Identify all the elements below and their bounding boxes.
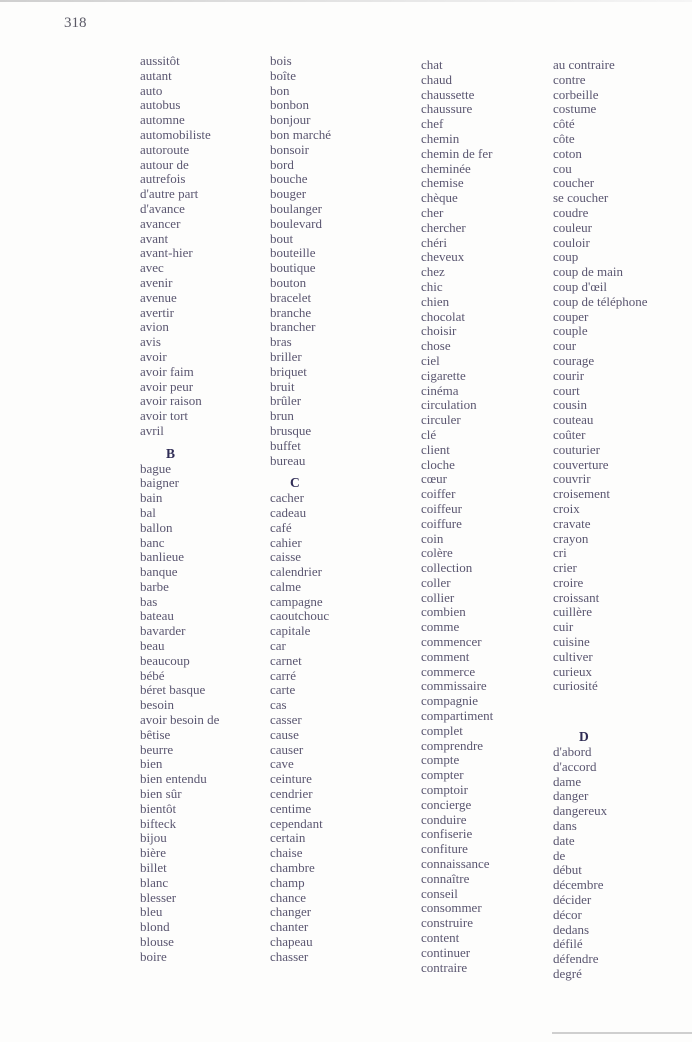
word-entry: avril	[140, 422, 164, 438]
word-entry: comptoir	[421, 782, 468, 798]
word-entry: chambre	[270, 860, 315, 876]
word-entry: avertir	[140, 304, 174, 320]
word-entry: content	[421, 930, 460, 946]
word-entry: chic	[421, 278, 443, 294]
word-entry: carré	[270, 667, 296, 683]
word-entry: courir	[553, 367, 585, 383]
word-entry: autobus	[140, 97, 181, 113]
word-entry: avoir raison	[140, 393, 202, 409]
word-entry: construire	[421, 915, 473, 931]
word-entry: ceinture	[270, 771, 312, 787]
word-entry: bon marché	[270, 126, 332, 142]
word-entry: caoutchouc	[270, 608, 330, 624]
word-entry: conduire	[421, 811, 467, 827]
word-entry: décider	[553, 892, 592, 908]
word-entry: bonbon	[270, 97, 309, 113]
word-entry: combien	[421, 604, 466, 620]
word-entry: chat	[421, 57, 443, 72]
word-entry: cave	[270, 756, 294, 772]
word-entry: coup de téléphone	[553, 293, 648, 309]
word-entry: dedans	[553, 921, 590, 937]
word-entry: brancher	[270, 319, 316, 335]
word-entry: compte	[421, 752, 460, 768]
word-entry: cause	[270, 726, 299, 742]
word-entry: concierge	[421, 796, 472, 812]
word-entry: croissant	[553, 589, 600, 605]
word-entry: ciel	[421, 352, 440, 368]
word-entry: café	[270, 519, 292, 535]
word-entry: courage	[553, 352, 595, 368]
word-entry: beurre	[140, 741, 174, 757]
word-entry: briller	[270, 348, 302, 364]
word-entry: comment	[421, 648, 470, 664]
word-entry: avant-hier	[140, 245, 193, 261]
word-entry: confiserie	[421, 826, 473, 842]
word-entry: coller	[421, 574, 451, 590]
word-entry: cuisine	[553, 634, 590, 650]
word-entry: compter	[421, 767, 464, 783]
word-entry: chien	[421, 293, 450, 309]
word-entry: défilé	[553, 936, 583, 952]
word-entry: bois	[270, 53, 292, 68]
word-entry: compartiment	[421, 708, 494, 724]
word-entry: boire	[140, 948, 167, 964]
word-entry: coudre	[553, 204, 589, 220]
word-entry: chèque	[421, 190, 458, 206]
word-entry: cahier	[270, 534, 302, 550]
word-entry: cependant	[270, 815, 323, 831]
word-entry: boîte	[270, 67, 296, 83]
word-entry: cas	[270, 697, 287, 713]
word-entry: cendrier	[270, 786, 313, 802]
word-entry: calme	[270, 578, 302, 594]
word-entry: centime	[270, 800, 312, 816]
word-entry: bébé	[140, 667, 165, 683]
word-entry: coiffer	[421, 486, 456, 502]
word-entry: buffet	[270, 437, 301, 453]
word-entry: bracelet	[270, 289, 312, 305]
word-entry: coup de main	[553, 264, 624, 280]
word-entry: conseil	[421, 885, 458, 901]
bottom-rule	[552, 1032, 692, 1034]
word-entry: avec	[140, 260, 164, 276]
word-entry: comprendre	[421, 737, 484, 753]
word-entry: bifteck	[140, 815, 177, 831]
word-entry: couturier	[553, 441, 600, 457]
word-entry: baigner	[140, 475, 179, 491]
word-entry: bijou	[140, 830, 167, 846]
word-entry: d'autre part	[140, 186, 199, 202]
word-entry: blanc	[140, 874, 169, 890]
word-entry: cacher	[270, 490, 304, 506]
word-entry: couper	[553, 308, 589, 324]
word-entry: blouse	[140, 934, 174, 950]
word-entry: avant	[140, 230, 169, 246]
word-entry: auto	[140, 82, 163, 98]
word-entry: chance	[270, 889, 307, 905]
word-entry: chose	[421, 338, 451, 354]
word-entry: besoin	[140, 697, 174, 713]
word-entry: bal	[140, 504, 156, 520]
word-entry: cher	[421, 204, 444, 220]
word-entry: dangereux	[553, 803, 608, 819]
word-entry: chéri	[421, 234, 447, 250]
word-entry: changer	[270, 904, 312, 920]
word-entry: chez	[421, 264, 445, 280]
word-entry: avoir peur	[140, 378, 194, 394]
word-entry: corbeille	[553, 86, 599, 102]
word-entry: autant	[140, 67, 172, 83]
word-entry: chercher	[421, 219, 466, 235]
word-entry: court	[553, 382, 580, 398]
word-entry: costume	[553, 101, 597, 117]
word-entry: cuir	[553, 619, 574, 635]
word-entry: cou	[553, 160, 572, 176]
word-entry: bon	[270, 82, 290, 98]
word-entry: choisir	[421, 323, 457, 339]
word-entry: certain	[270, 830, 306, 846]
word-entry: bureau	[270, 452, 306, 468]
word-entry: bas	[140, 593, 158, 609]
word-entry: croire	[553, 574, 584, 590]
word-entry: chef	[421, 116, 444, 132]
word-entry: bague	[140, 460, 172, 476]
word-entry: bouche	[270, 171, 308, 187]
word-entry: contraire	[421, 959, 468, 975]
column-4	[553, 58, 683, 982]
word-entry: avoir tort	[140, 408, 189, 424]
word-entry: branche	[270, 304, 312, 320]
word-entry: avoir	[140, 348, 167, 364]
word-entry: crayon	[553, 530, 589, 546]
word-entry: commissaire	[421, 678, 487, 694]
word-entry: chasser	[270, 948, 309, 964]
word-entry: danger	[553, 788, 589, 804]
word-entry: bras	[270, 334, 292, 350]
word-entry: dame	[553, 773, 582, 789]
word-entry: bouteille	[270, 245, 316, 261]
word-entry: avenue	[140, 289, 177, 305]
word-entry: de	[553, 847, 566, 863]
word-entry: clé	[421, 426, 437, 442]
word-entry: couloir	[553, 234, 590, 250]
word-entry: chapeau	[270, 934, 313, 950]
word-entry: beau	[140, 638, 165, 654]
word-entry: date	[553, 832, 575, 848]
word-entry: bière	[140, 845, 166, 861]
word-entry: car	[270, 638, 286, 654]
word-entry: béret basque	[140, 682, 206, 698]
word-entry: circulation	[421, 397, 477, 413]
word-entry: avenir	[140, 274, 173, 290]
word-entry: automne	[140, 112, 185, 128]
word-entry: cuillère	[553, 604, 592, 620]
word-entry: chocolat	[421, 308, 466, 324]
word-entry: capitale	[270, 623, 311, 639]
word-entry: boulevard	[270, 215, 322, 231]
word-entry: automobiliste	[140, 126, 211, 142]
word-entry: autrefois	[140, 171, 186, 187]
word-entry: autour de	[140, 156, 189, 172]
word-entry: collection	[421, 560, 473, 576]
word-entry: banlieue	[140, 549, 185, 565]
word-entry: cravate	[553, 515, 591, 531]
word-entry: début	[553, 862, 582, 878]
word-entry: carte	[270, 682, 296, 698]
word-entry: bien entendu	[140, 771, 207, 787]
word-entry: bout	[270, 230, 294, 246]
word-entry: blesser	[140, 889, 177, 905]
word-entry: coiffure	[421, 515, 462, 531]
word-entry: coiffeur	[421, 500, 462, 516]
column-3	[421, 58, 536, 975]
word-entry: comme	[421, 619, 460, 635]
word-entry: collier	[421, 589, 455, 605]
word-entry: campagne	[270, 593, 323, 609]
word-entry: commencer	[421, 634, 482, 650]
word-entry: bonjour	[270, 112, 311, 128]
word-entry: banc	[140, 534, 165, 550]
word-entry: bien	[140, 756, 163, 772]
word-entry: coûter	[553, 426, 586, 442]
column-1	[140, 54, 250, 965]
word-entry: chaud	[421, 71, 453, 87]
word-entry: coup d'œil	[553, 278, 607, 294]
word-entry: confiture	[421, 841, 468, 857]
word-entry: coin	[421, 530, 444, 546]
word-entry: se coucher	[553, 190, 609, 206]
word-entry: bateau	[140, 608, 174, 624]
section-letter: D	[579, 729, 589, 745]
word-entry: compagnie	[421, 693, 479, 709]
word-entry: d'abord	[553, 744, 592, 760]
word-entry: couvrir	[553, 471, 591, 487]
word-entry: chemin	[421, 130, 460, 146]
word-entry: coup	[553, 249, 579, 265]
word-entry: autoroute	[140, 141, 190, 157]
word-entry: billet	[140, 860, 167, 876]
word-entry: d'avance	[140, 200, 185, 216]
word-entry: défendre	[553, 951, 599, 967]
word-entry: cour	[553, 338, 577, 354]
word-entry: contre	[553, 71, 586, 87]
word-entry: barbe	[140, 578, 169, 594]
word-entry: carnet	[270, 652, 302, 668]
word-entry: complet	[421, 722, 463, 738]
word-entry: cloche	[421, 456, 455, 472]
word-entry: casser	[270, 712, 302, 728]
word-entry: degré	[553, 966, 582, 982]
word-entry: boulanger	[270, 200, 322, 216]
word-entry: couleur	[553, 219, 592, 235]
word-entry: bientôt	[140, 800, 177, 816]
word-entry: bien sûr	[140, 786, 182, 802]
word-entry: décor	[553, 906, 582, 922]
word-entry: coucher	[553, 175, 595, 191]
word-entry: beaucoup	[140, 652, 190, 668]
top-rule	[0, 0, 692, 2]
word-entry: curiosité	[553, 678, 598, 694]
word-entry: chaise	[270, 845, 303, 861]
word-entry: cultiver	[553, 648, 593, 664]
word-entry: connaissance	[421, 856, 490, 872]
word-entry: cri	[553, 545, 567, 561]
word-entry: couteau	[553, 412, 594, 428]
word-entry: aussitôt	[140, 53, 180, 68]
column-2	[270, 54, 380, 965]
word-entry: cheminée	[421, 160, 471, 176]
word-entry: brusque	[270, 422, 312, 438]
word-entry: d'accord	[553, 758, 597, 774]
word-entry: brûler	[270, 393, 302, 409]
word-entry: cinéma	[421, 382, 459, 398]
word-entry: au contraire	[553, 57, 615, 72]
section-letter: C	[290, 475, 300, 491]
word-entry: client	[421, 441, 450, 457]
word-entry: couple	[553, 323, 588, 339]
word-entry: cousin	[553, 397, 587, 413]
word-entry: dans	[553, 818, 577, 834]
word-entry: coton	[553, 145, 582, 161]
word-entry: chanter	[270, 919, 309, 935]
word-entry: croisement	[553, 486, 611, 502]
word-entry: connaître	[421, 870, 470, 886]
word-entry: commerce	[421, 663, 476, 679]
word-entry: continuer	[421, 944, 471, 960]
word-entry: banque	[140, 564, 178, 580]
word-entry: cadeau	[270, 504, 307, 520]
word-entry: caisse	[270, 549, 302, 565]
word-entry: chaussure	[421, 101, 473, 117]
word-entry: bord	[270, 156, 294, 172]
word-entry: avancer	[140, 215, 181, 231]
word-entry: cheveux	[421, 249, 465, 265]
word-entry: boutique	[270, 260, 316, 276]
section-letter: B	[166, 445, 176, 461]
word-entry: circuler	[421, 412, 461, 428]
word-entry: bain	[140, 490, 163, 506]
word-entry: ballon	[140, 519, 173, 535]
word-entry: chaussette	[421, 86, 475, 102]
page-number: 318	[64, 15, 87, 31]
word-entry: briquet	[270, 363, 307, 379]
word-entry: consommer	[421, 900, 482, 916]
word-entry: crier	[553, 560, 577, 576]
word-entry: chemise	[421, 175, 464, 191]
word-entry: bonsoir	[270, 141, 309, 157]
word-entry: bruit	[270, 378, 295, 394]
word-entry: calendrier	[270, 564, 322, 580]
word-entry: blond	[140, 919, 170, 935]
word-entry: bouger	[270, 186, 307, 202]
word-entry: avis	[140, 334, 161, 350]
word-entry: croix	[553, 500, 580, 516]
word-entry: causer	[270, 741, 304, 757]
word-entry: cœur	[421, 471, 447, 487]
word-entry: bêtise	[140, 726, 171, 742]
word-entry: bleu	[140, 904, 163, 920]
word-entry: colère	[421, 545, 453, 561]
word-entry: avoir besoin de	[140, 712, 220, 728]
word-entry: champ	[270, 874, 305, 890]
word-entry: côte	[553, 130, 575, 146]
word-entry: brun	[270, 408, 294, 424]
word-entry: bouton	[270, 274, 307, 290]
word-entry: bavarder	[140, 623, 186, 639]
word-entry: couverture	[553, 456, 609, 472]
word-entry: décembre	[553, 877, 604, 893]
word-entry: côté	[553, 116, 575, 132]
word-entry: chemin de fer	[421, 145, 493, 161]
word-entry: cigarette	[421, 367, 466, 383]
word-entry: avoir faim	[140, 363, 194, 379]
word-entry: curieux	[553, 663, 592, 679]
word-entry: avion	[140, 319, 169, 335]
